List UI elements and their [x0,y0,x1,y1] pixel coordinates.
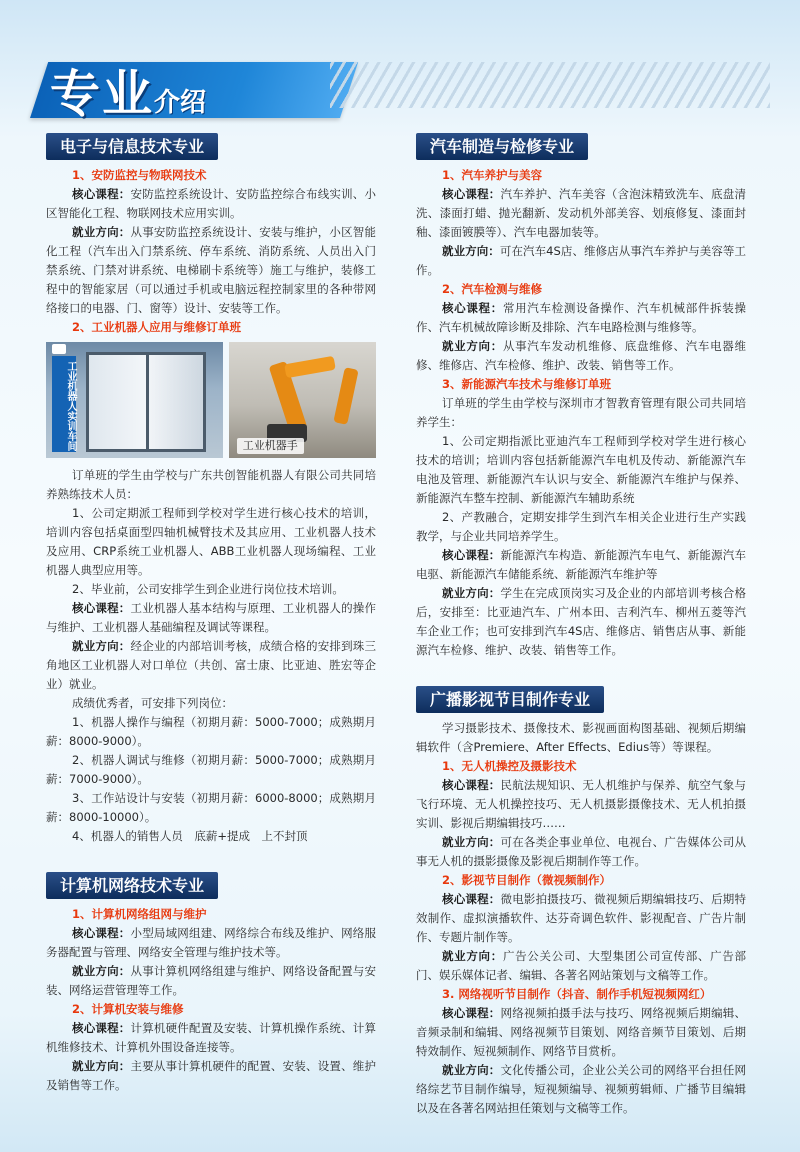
core-course-text: 计算机硬件配置及安装、计算机操作系统、计算机维修技术、计算机外围设备连接等。 [46,1021,376,1054]
job-direction-text: 从事安防监控系统设计、安装与维护，小区智能化工程（汽车出入门禁系统、停车系统、消防系统、人员出入门禁系统、门禁对讲系统、电梯刷卡系统等）施工与维护，装修工程中的智能家居（可以通过手机或电脑远程控制家里的各种带网络接口的电器、门、窗等）设计、安装等工作。 [46,225,376,315]
core-course-label: 核心课程： [72,601,131,615]
job-direction [416,1061,746,1118]
job-direction-label: 就业方向： [442,244,500,258]
core-course [46,185,376,223]
training-workshop-photo [46,342,223,458]
core-course-text: 汽车养护、汽车美容（含泡沫精致洗车、底盘清洗、漆面打蜡、抛光翻新、发动机外部美容、划痕修复、漆面封釉、漆面镀膜等）、汽车电器加装等。 [416,187,746,239]
job-direction-label: 就业方向： [442,339,503,353]
core-course [46,924,376,962]
robot-arm-photo [229,342,376,458]
page-title-sub: 介绍 [154,88,207,118]
job-item: 1、机器人操作与编程（初期月薪：5000-7000；成熟期月薪：8000-9000）。 [46,715,376,748]
decorative-stripes [330,62,770,108]
core-course [46,599,376,637]
robot-arm-segment [284,356,336,378]
core-course-text: 网络视频拍摄手法与技巧、网络视频后期编辑、音频录制和编辑、网络视频节目策划、网络音频节目策划、后期特效制作、短视频制作、网络节目赏析。 [416,1006,746,1058]
subsection-title: 1、安防监控与物联网技术 [72,168,207,182]
core-course-label: 核心课程： [442,892,501,906]
core-course [416,1004,746,1061]
core-course-text: 微电影拍摄技巧、微视频后期编辑技巧、后期特效制作、虚拟演播软件、达芬奇调色软件、影视配音、广告片制作、专题片制作等。 [416,892,746,944]
core-course [416,776,746,833]
core-course [416,185,746,242]
section-title-auto: 汽车制造与检修专业 [416,133,588,160]
robot-arm-segment-2 [333,367,358,425]
job-direction-text: 主要从事计算机硬件的配置、安装、设置、维护及销售等工作。 [46,1059,376,1092]
photo-row [46,342,376,458]
job-direction [46,962,376,1000]
logo-icon [52,344,66,354]
core-course-text: 工业机器人基本结构与原理、工业机器人的操作与维护、工业机器人基础编程及调试等课程。 [46,601,376,634]
core-course-label: 核心课程： [72,187,131,201]
core-course [416,546,746,584]
paragraph: 学习摄影技术、摄像技术、影视画面构图基础、视频后期编辑软件（含Premiere、After Effects、Edius等）等课程。 [416,721,746,754]
core-course-label: 核心课程： [442,301,503,315]
page-header [30,52,370,123]
page-title [50,54,206,126]
job-direction [416,833,746,871]
page-title-main: 专业 [50,65,154,123]
subsection-title: 2、工业机器人应用与维修订单班 [72,320,241,334]
core-course-label: 核心课程： [442,548,501,562]
core-course-text: 民航法规知识、无人机维护与保养、航空气象与飞行环境、无人机操控技巧、无人机摄影摄像技术、无人机拍摄实训、影视后期编辑技巧…… [416,778,746,830]
subsection-title: 2、影视节目制作（微视频制作） [442,873,611,887]
core-course [46,1019,376,1057]
job-direction-text: 可在汽车4S店、维修店从事汽车养护与美容等工作。 [416,244,746,277]
paragraph: 订单班的学生由学校与广东共创智能机器人有限公司共同培养熟练技术人员： [46,468,376,501]
paragraph: 订单班的学生由学校与深圳市才智教育管理有限公司共同培养学生： [416,396,746,429]
job-direction-text: 可在各类企事业单位、电视台、广告媒体公司从事无人机的摄影摄像及影视后期制作等工作。 [416,835,746,868]
job-direction-text: 经企业的内部培训考核，成绩合格的安排到珠三角地区工业机器人对口单位（共创、富士康、比亚迪、胜宏等企业）就业。 [46,639,376,691]
job-direction-label: 就业方向： [72,225,131,239]
paragraph: 1、公司定期派工程师到学校对学生进行核心技术的培训，培训内容包括桌面型四轴机械臂技术及其应用、工业机器人技术及应用、CRP系统工业机器人、ABB工业机器人现场编程、工业机器人典型应用等。 [46,506,376,577]
paragraph: 2、产教融合，定期安排学生到汽车相关企业进行生产实践教学，与企业共同培养学生。 [416,510,746,543]
glass-door [86,352,206,452]
subsection-title: 3、新能源汽车技术与维修订单班 [442,377,611,391]
job-direction [46,1057,376,1095]
core-course [416,890,746,947]
job-direction-text: 从事汽车发动机维修、底盘维修、汽车电器维修、维修店、汽车检修、维护、改装、销售等工作。 [416,339,746,372]
job-direction-text: 文化传播公司，企业公关公司的网络平台担任网络综艺节目制作编导，短视频编导、视频剪辑师、广播节目编辑以及在各著名网站担任策划与文稿等工作。 [416,1063,746,1115]
section-title-broadcast: 广播影视节目制作专业 [416,686,604,713]
job-direction [416,584,746,660]
job-direction-text: 学生在完成顶岗实习及企业的内部培训考核合格后，安排至：比亚迪汽车、广州本田、吉利汽车、柳州五菱等汽车企业工作；也可安排到汽车4S店、维修店、销售店从事、新能源汽车检修、维护、改装、销售等工作。 [416,586,746,657]
job-direction-label: 就业方向： [442,949,503,963]
job-direction-text: 从事计算机网络组建与维护、网络设备配置与安装、网络运营管理等工作。 [46,964,376,997]
job-item: 3、工作站设计与安装（初期月薪：6000-8000；成熟期月薪：8000-10000）。 [46,791,376,824]
job-direction-label: 就业方向： [442,1063,501,1077]
paragraph: 成绩优秀者，可安排下列岗位： [72,696,233,710]
subsection-title: 2、计算机安装与维修 [72,1002,184,1016]
photo-caption: 工业机器手 [237,438,304,454]
core-course-text: 安防监控系统设计、安防监控综合布线实训、小区智能化工程、物联网技术应用实训。 [46,187,376,220]
core-course-label: 核心课程： [72,1021,131,1035]
core-course-text: 新能源汽车构造、新能源汽车电气、新能源汽车电驱、新能源汽车储能系统、新能源汽车维护等 [416,548,746,581]
job-direction-label: 就业方向： [72,964,131,978]
subsection-title: 2、汽车检测与维修 [442,282,543,296]
core-course [416,299,746,337]
job-direction-label: 就业方向： [72,639,131,653]
job-direction [46,223,376,318]
core-course-text: 小型局域网组建、网络综合布线及维护、网络服务器配置与管理、网络安全管理与维护技术等。 [46,926,376,959]
left-column [46,133,376,1095]
job-item: 4、机器人的销售人员 底薪+提成 上不封顶 [72,829,308,843]
core-course-label: 核心课程： [442,187,501,201]
job-direction-text: 广告公关公司、大型集团公司宣传部、广告部门、娱乐媒体记者、编辑、各著名网站策划与文稿等工作。 [416,949,746,982]
core-course-label: 核心课程： [442,778,501,792]
job-direction-label: 就业方向： [442,586,501,600]
workshop-sign: 工业机器人实训车间 [52,356,76,452]
job-direction [416,947,746,985]
job-direction [416,337,746,375]
job-direction [46,637,376,694]
right-column [416,133,746,1118]
job-direction [416,242,746,280]
paragraph: 2、毕业前，公司安排学生到企业进行岗位技术培训。 [72,582,344,596]
section-title-network: 计算机网络技术专业 [46,872,218,899]
core-course-text: 常用汽车检测设备操作、汽车机械部件拆装操作、汽车机械故障诊断及排除、汽车电路检测与维修等。 [416,301,746,334]
core-course-label: 核心课程： [72,926,131,940]
core-course-label: 核心课程： [442,1006,501,1020]
subsection-title: 1、计算机网络组网与维护 [72,907,207,921]
paragraph: 1、公司定期指派比亚迪汽车工程师到学校对学生进行核心技术的培训；培训内容包括新能源汽车电机及传动、新能源汽车电池及管理、新能源汽车认识与安全、新能源汽车维护与保养、新能源汽车整车控制、新能源汽车辅助系统 [416,434,746,505]
subsection-title: 1、汽车养护与美容 [442,168,543,182]
section-title-electronics: 电子与信息技术专业 [46,133,218,160]
job-direction-label: 就业方向： [72,1059,131,1073]
subsection-title: 1、无人机操控及摄影技术 [442,759,577,773]
subsection-title: 3. 网络视听节目制作（抖音、制作手机短视频网红） [442,987,712,1001]
job-direction-label: 就业方向： [442,835,501,849]
job-item: 2、机器人调试与维修（初期月薪：5000-7000；成熟期月薪：7000-9000）。 [46,753,376,786]
